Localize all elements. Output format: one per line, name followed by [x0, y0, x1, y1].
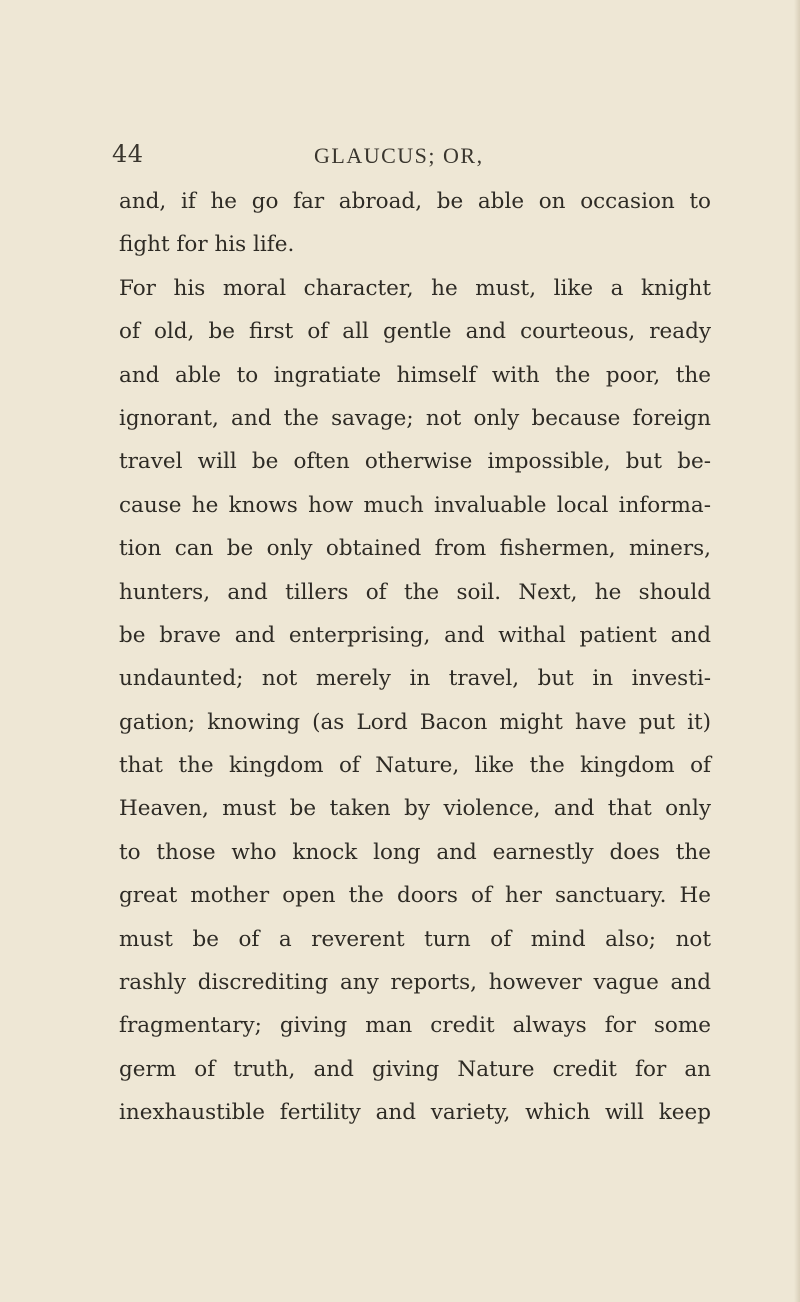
body-text [119, 180, 711, 1135]
page-edge-shadow [794, 0, 800, 1302]
page-number: 44 [112, 140, 144, 168]
running-head: GLAUCUS; OR, [314, 143, 484, 168]
text-line: cause he knows how much invaluable local informa- [119, 492, 711, 518]
page-header [0, 140, 800, 180]
text-line: and, if he go far abroad, be able on occasion to [119, 189, 711, 214]
text-line: gation; knowing (as Lord Bacon might have put it) [119, 709, 711, 735]
text-line: tion can be only obtained from fishermen, miners, [119, 536, 711, 562]
text-line: be brave and enterprising, and withal patient and [119, 622, 711, 648]
text-line: must be of a reverent turn of mind also; not [119, 926, 711, 952]
text-line: hunters, and tillers of the soil. Next, he should [119, 579, 711, 605]
text-line: Heaven, must be taken by violence, and that only [119, 796, 711, 822]
text-line: germ of truth, and giving Nature credit for an [119, 1056, 711, 1082]
text-line: For his moral character, he must, like a knight [119, 275, 711, 301]
text-line: fight for his life. [119, 232, 295, 258]
text-line: undaunted; not merely in travel, but in investi- [119, 666, 711, 692]
text-line: rashly discrediting any reports, however vague and [119, 970, 711, 996]
text-line: ignorant, and the savage; not only because foreign [119, 405, 711, 431]
text-line: to those who knock long and earnestly does the [119, 839, 711, 865]
text-line: that the kingdom of Nature, like the kingdom of [119, 753, 711, 779]
text-line: inexhaustible fertility and variety, which will keep [119, 1100, 711, 1126]
text-line: great mother open the doors of her sanctuary. He [119, 883, 711, 909]
text-line: travel will be often otherwise impossible, but be- [119, 449, 711, 475]
text-line: fragmentary; giving man credit always for some [119, 1013, 711, 1039]
text-line: and able to ingratiate himself with the poor, the [119, 362, 711, 388]
text-line: of old, be first of all gentle and courteous, ready [119, 319, 711, 345]
